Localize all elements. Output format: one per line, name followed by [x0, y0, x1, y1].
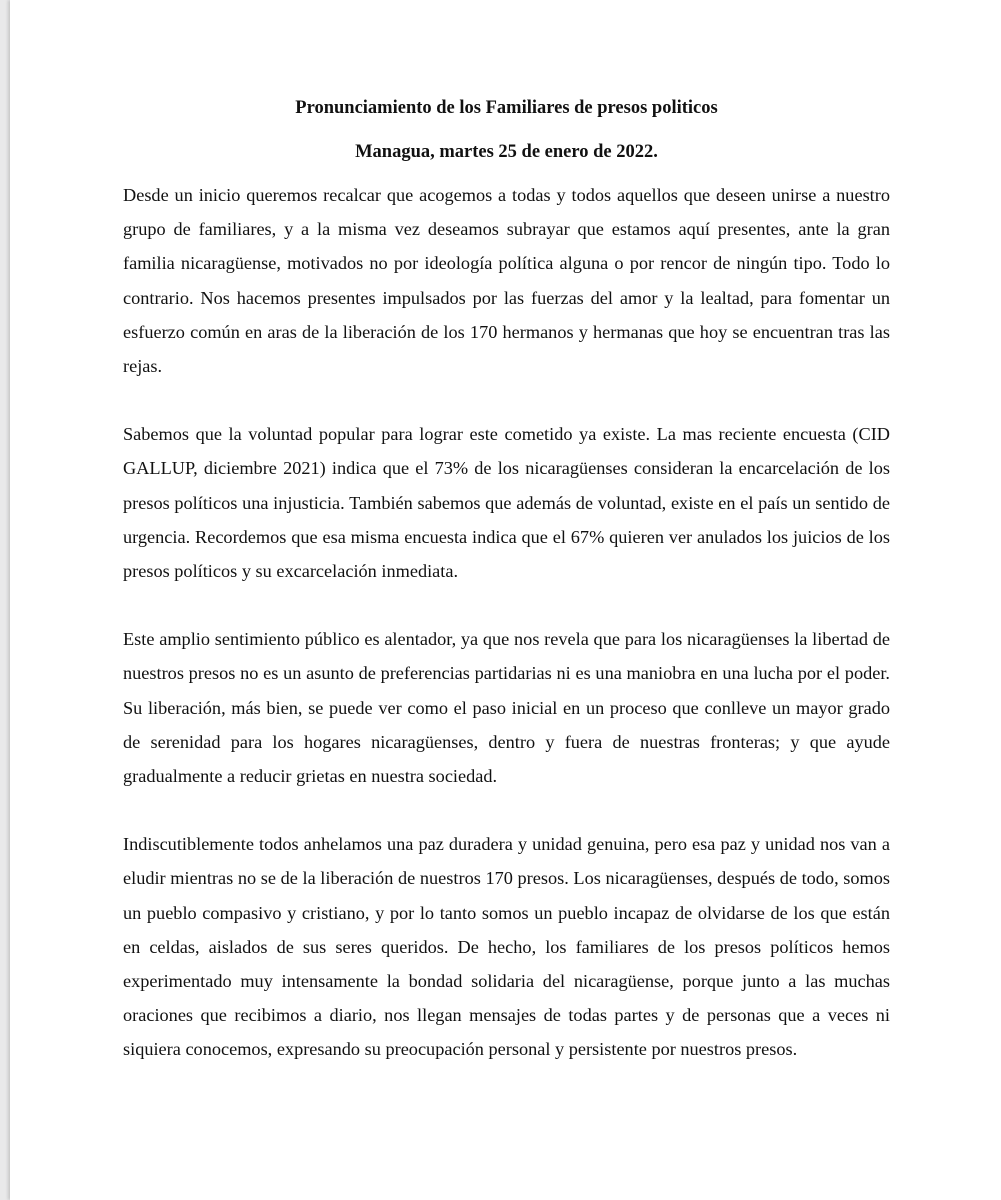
- document-body: [123, 86, 890, 1067]
- document-dateline: Managua, martes 25 de enero de 2022.: [355, 142, 658, 162]
- paragraph-2: Sabemos que la voluntad popular para lograr este cometido ya existe. La mas reciente encuesta (CID GALLUP, diciembre 2021) indica que el 73% de los nicaragüenses consideran la encarcelación de los presos políticos una injusticia. También sabemos que además de voluntad, existe en el país un sentido de urgencia. Recordemos que esa misma encuesta indica que el 67% quieren ver anulados los juicios de los presos políticos y su excarcelación inmediata.: [123, 424, 890, 582]
- document-title: Pronunciamiento de los Familiares de presos politicos: [295, 98, 718, 118]
- paragraph-3: Este amplio sentimiento público es alentador, ya que nos revela que para los nicaragüenses la libertad de nuestros presos no es un asunto de preferencias partidarias ni es una maniobra en una lucha por el poder. Su liberación, más bien, se puede ver como el paso inicial en un proceso que conlleve un mayor grado de serenidad para los hogares nicaragüenses, dentro y fuera de nuestras fronteras; y que ayude gradualmente a reducir grietas en nuestra sociedad.: [123, 629, 890, 787]
- document-page: [10, 0, 1001, 1200]
- paragraph-1: Desde un inicio queremos recalcar que acogemos a todas y todos aquellos que deseen unirse a nuestro grupo de familiares, y a la misma vez deseamos subrayar que estamos aquí presentes, ante la gran familia nicaragüense, motivados no por ideología política alguna o por rencor de ningún tipo. Todo lo contrario. Nos hacemos presentes impulsados por las fuerzas del amor y la lealtad, para fomentar un esfuerzo común en aras de la liberación de los 170 hermanos y hermanas que hoy se encuentran tras las rejas.: [123, 185, 890, 377]
- paragraph-4: Indiscutiblemente todos anhelamos una paz duradera y unidad genuina, pero esa paz y unidad nos van a eludir mientras no se de la liberación de nuestros 170 presos. Los nicaragüenses, después de todo, somos un pueblo compasivo y cristiano, y por lo tanto somos un pueblo incapaz de olvidarse de los que están en celdas, aislados de sus seres queridos. De hecho, los familiares de los presos políticos hemos experimentado muy intensamente la bondad solidaria del nicaragüense, porque junto a las muchas oraciones que recibimos a diario, nos llegan mensajes de todas partes y de personas que a veces ni siquiera conocemos, expresando su preocupación personal y persistente por nuestros presos.: [123, 834, 890, 1060]
